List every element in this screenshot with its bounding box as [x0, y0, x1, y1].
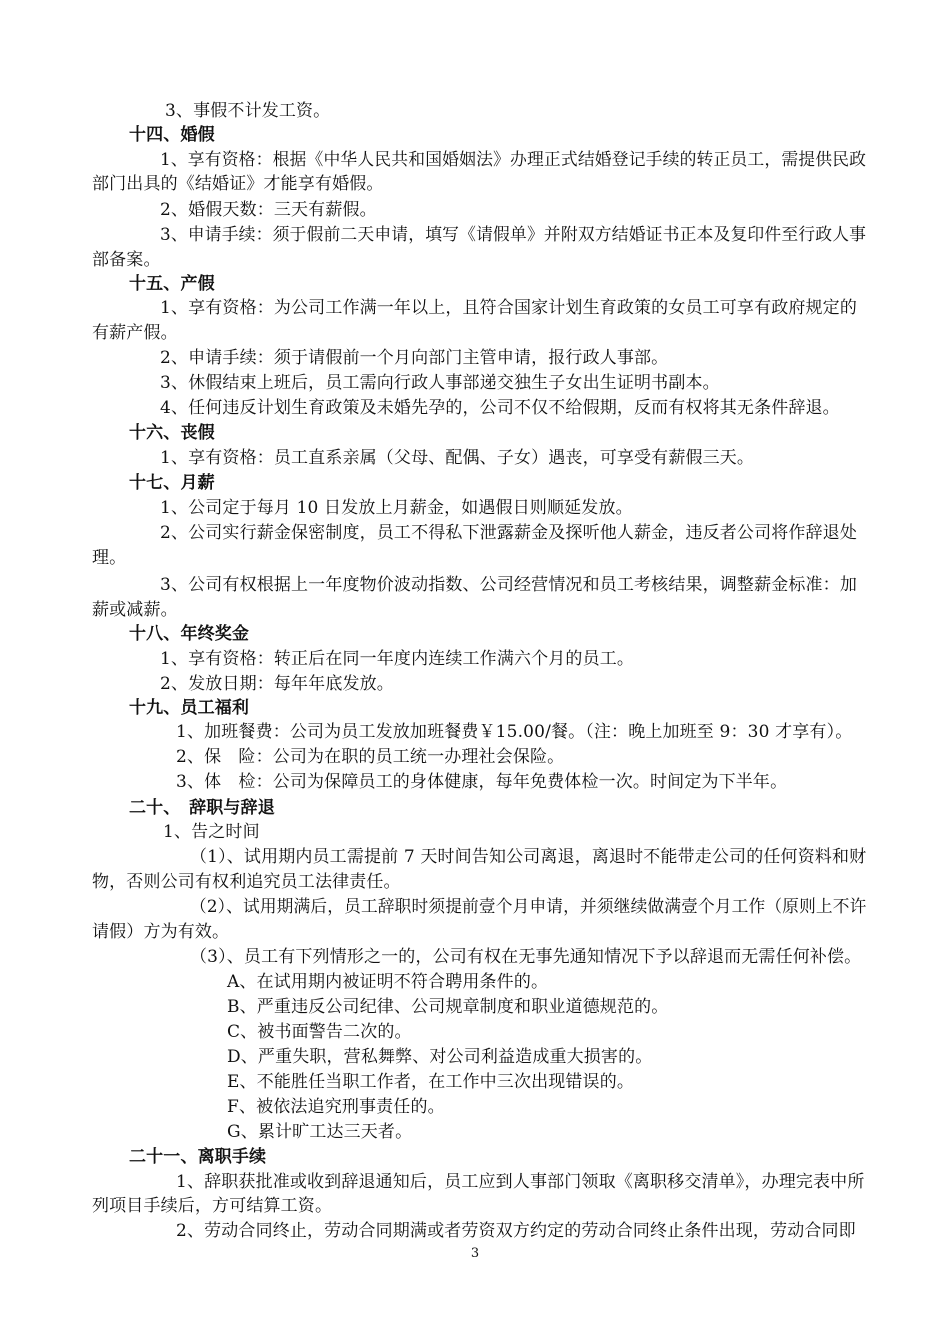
text-line: 列项目手续后，方可结算工资。: [92, 1196, 333, 1216]
text-line: 3、公司有权根据上一年度物价波动指数、公司经营情况和员工考核结果，调整薪金标准：加: [160, 575, 857, 595]
text-line: （3）、员工有下列情形之一的，公司有权在无事先通知情况下予以辞退而无需任何补偿。: [190, 947, 862, 967]
text-line: 1、公司定于每月 10 日发放上月薪金，如遇假日则顺延发放。: [160, 498, 633, 518]
section-heading: 二十、 辞职与辞退: [129, 798, 275, 818]
list-item: A、在试用期内被证明不符合聘用条件的。: [227, 972, 549, 992]
section-heading: 十六、丧假: [129, 423, 215, 443]
text-line: 薪或减薪。: [92, 600, 178, 620]
text-line: 部备案。: [92, 250, 161, 270]
text-line: 1、享有资格：员工直系亲属（父母、配偶、子女）遇丧，可享受有薪假三天。: [160, 448, 755, 468]
text-line: 2、婚假天数：三天有薪假。: [160, 200, 377, 220]
text-line: 1、享有资格：为公司工作满一年以上，且符合国家计划生育政策的女员工可享有政府规定的: [160, 298, 857, 318]
text-line: 1、享有资格：转正后在同一年度内连续工作满六个月的员工。: [160, 649, 635, 669]
text-line: 3、申请手续：须于假前二天申请，填写《请假单》并附双方结婚证书正本及复印件至行政人事: [160, 225, 867, 245]
text-line: 物，否则公司有权利追究员工法律责任。: [92, 872, 401, 892]
text-line: 3、体 检：公司为保障员工的身体健康，每年免费体检一次。时间定为下半年。: [176, 772, 788, 792]
text-line: 2、发放日期：每年年底发放。: [160, 674, 394, 694]
section-heading: 十五、产假: [129, 274, 215, 294]
text-line: 2、公司实行薪金保密制度，员工不得私下泄露薪金及探听他人薪金，违反者公司将作辞退处: [160, 523, 857, 543]
text-line: 3、事假不计发工资。: [165, 101, 331, 121]
list-item: C、被书面警告二次的。: [227, 1022, 412, 1042]
text-line: 理。: [92, 548, 127, 568]
section-heading: 十四、婚假: [129, 125, 215, 145]
text-line: 2、申请手续：须于请假前一个月向部门主管申请，报行政人事部。: [160, 348, 669, 368]
text-line: （2）、试用期满后，员工辞职时须提前壹个月申请，并须继续做满壹个月工作（原则上不许: [190, 897, 867, 917]
text-line: 有薪产假。: [92, 323, 178, 343]
list-item: G、累计旷工达三天者。: [227, 1122, 413, 1142]
text-line: 1、享有资格：根据《中华人民共和国婚姻法》办理正式结婚登记手续的转正员工，需提供民政: [160, 150, 867, 170]
text-line: 1、加班餐费：公司为员工发放加班餐费￥15.00/餐。（注：晚上加班至 9：30 才享有）。: [176, 722, 853, 742]
list-item: D、严重失职，营私舞弊、对公司利益造成重大损害的。: [227, 1047, 653, 1067]
section-heading: 十九、员工福利: [129, 698, 250, 718]
text-line: 1、告之时间: [163, 822, 260, 842]
text-line: 2、劳动合同终止，劳动合同期满或者劳资双方约定的劳动合同终止条件出现，劳动合同即: [176, 1221, 856, 1241]
section-heading: 二十一、离职手续: [129, 1147, 267, 1167]
text-line: 2、保 险：公司为在职的员工统一办理社会保险。: [176, 747, 565, 767]
text-line: 4、任何违反计划生育政策及未婚先孕的，公司不仅不给假期，反而有权将其无条件辞退。: [160, 398, 840, 418]
section-heading: 十七、月薪: [129, 473, 215, 493]
list-item: E、不能胜任当职工作者，在工作中三次出现错误的。: [227, 1072, 635, 1092]
text-line: 部门出具的《结婚证》才能享有婚假。: [92, 174, 384, 194]
text-line: （1）、试用期内员工需提前 7 天时间告知公司离退，离退时不能带走公司的任何资料和财: [190, 847, 867, 867]
list-item: B、严重违反公司纪律、公司规章制度和职业道德规范的。: [227, 997, 669, 1017]
section-heading: 十八、年终奖金: [129, 624, 250, 644]
text-line: 3、休假结束上班后，员工需向行政人事部递交独生子女出生证明书副本。: [160, 373, 720, 393]
page-number: 3: [470, 1246, 480, 1261]
text-line: 1、辞职获批准或收到辞退通知后，员工应到人事部门领取《离职移交清单》，办理完表中所: [176, 1172, 865, 1192]
list-item: F、被依法追究刑事责任的。: [227, 1097, 445, 1117]
text-line: 请假）方为有效。: [92, 922, 230, 942]
